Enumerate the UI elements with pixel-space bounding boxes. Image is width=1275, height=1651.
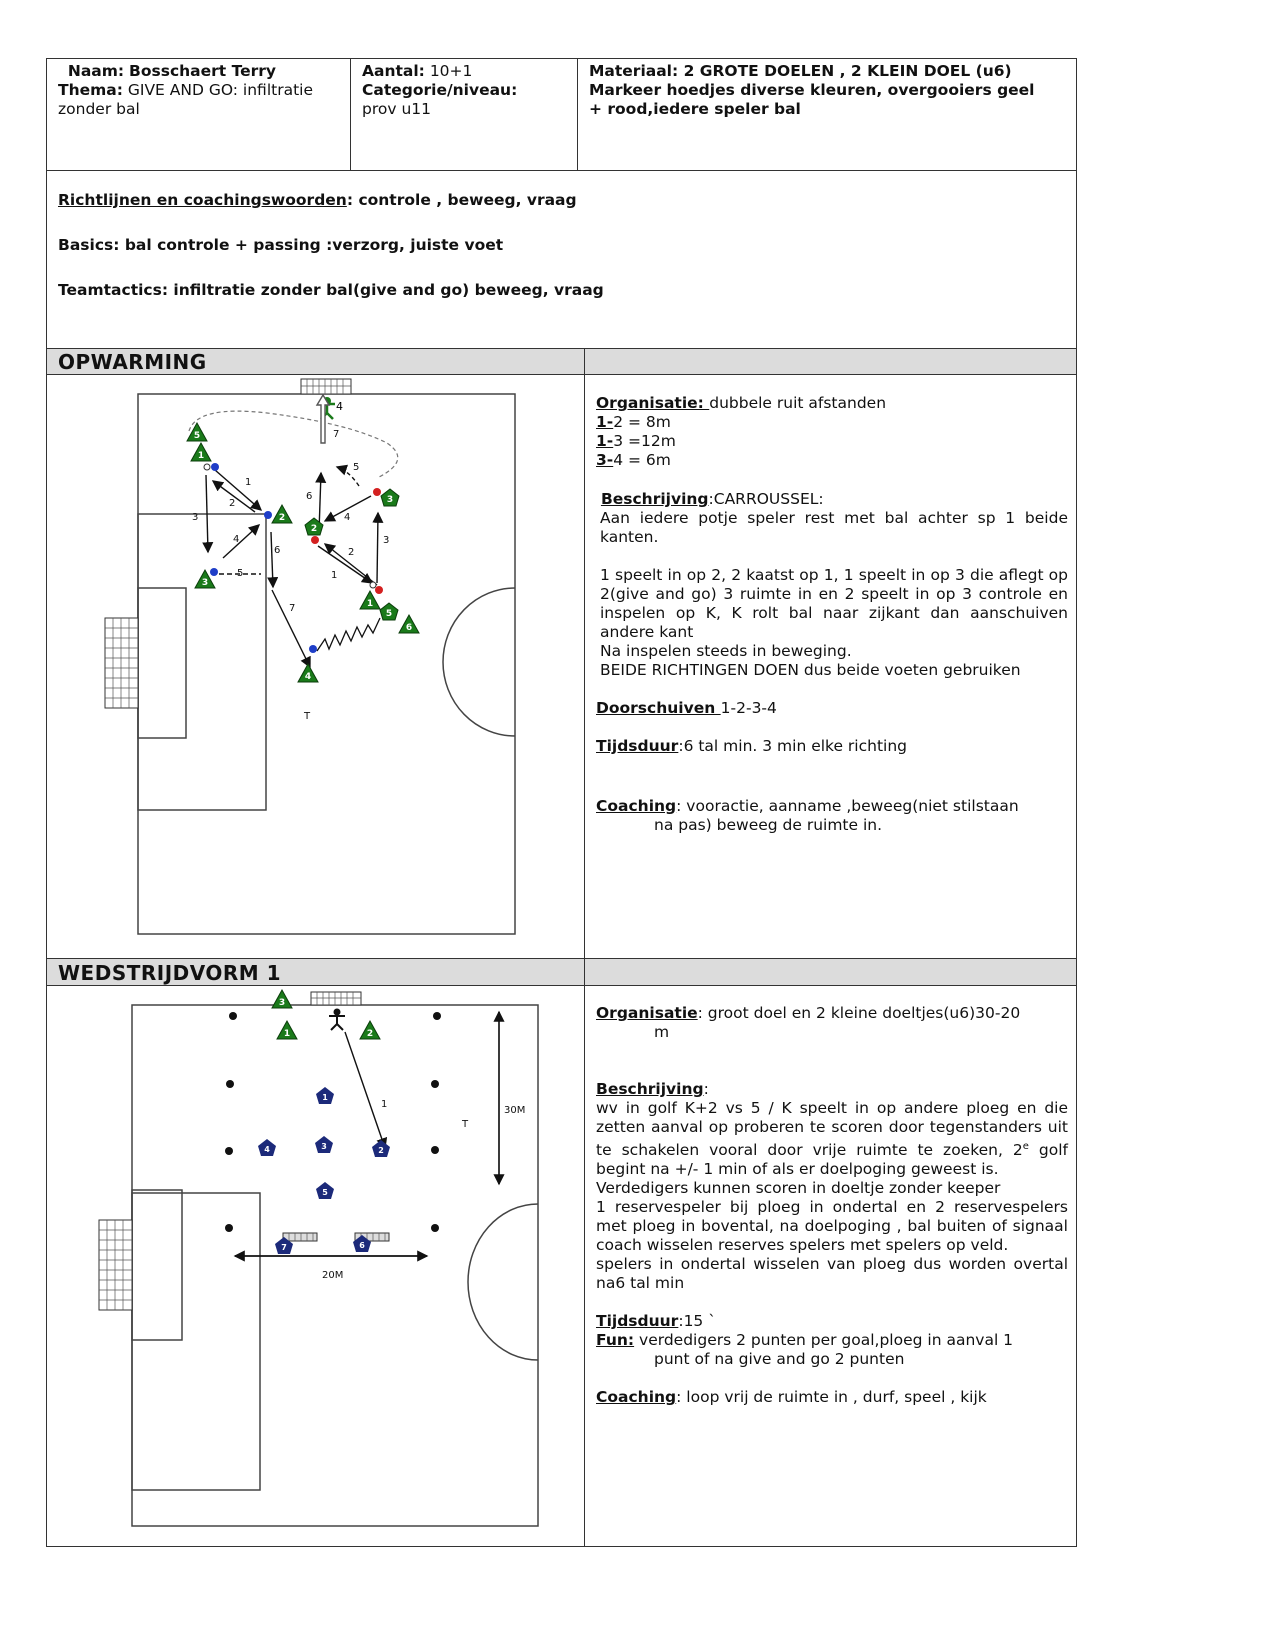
doorschuiven-value: 1-2-3-4 [720,699,777,717]
guidelines [58,191,1058,300]
blue-player-label: 7 [281,1243,287,1252]
tijdsduur-value: :15 ` [678,1312,716,1331]
thema-value: GIVE AND GO: infiltratie zonder bal [58,81,313,118]
goal-top [311,992,361,1005]
blue-player-label: 3 [321,1142,327,1151]
beschrijving-p2: 1 speelt in op 2, 2 kaatst op 1, 1 speelt in op 3 die aflegt op 2(give and go) 3 ruimte in en 2 speelt in op 3 controle en inspelen op K, K rolt bal naar zijkant dan aanschuiven andere kant [600,566,1068,641]
afstand-key: 3- [596,451,614,469]
afstand-value: 4 = 6m [613,451,671,469]
fun-value-2: punt of na give and go 2 punten [654,1350,905,1369]
pass-number-label: 1 [381,1099,388,1110]
svg-text:7: 7 [289,603,296,614]
opwarming-title: OPWARMING [58,350,207,374]
svg-text:6: 6 [405,623,413,633]
tijdsduur-value: :6 tal min. 3 min elke richting [678,737,907,755]
blue-player-label: 6 [359,1241,365,1250]
opwarming-diagram [47,375,584,958]
organisatie-value: dubbele ruit afstanden [709,394,887,412]
pitch-lines [132,1005,538,1526]
beschrijving-label: Beschrijving [596,1080,704,1098]
svg-text:7: 7 [333,429,340,440]
basics-line: Basics: bal controle + passing :verzorg, juiste voet [58,236,504,254]
svg-text:4: 4 [344,512,351,523]
materiaal-line-3: + rood,iedere speler bal [589,100,801,118]
naam-value: Bosschaert Terry [129,62,277,80]
svg-text:1: 1 [245,477,252,488]
coaching-value: : loop vrij de ruimte in , durf, speel , kijk [676,1388,987,1407]
categorie-value: prov u11 [362,100,432,118]
svg-text:1: 1 [331,570,338,581]
richtlijnen-label: Richtlijnen en coachingswoorden [58,191,347,209]
blue-player-label: 4 [264,1145,270,1154]
balls [201,463,383,653]
materiaal-line-1: Materiaal: 2 GROTE DOELEN , 2 KLEIN DOEL (u6) [589,62,1012,80]
pass-arrows [206,395,380,667]
cone-markers [187,423,419,682]
wedstrijdvorm-title: WEDSTRIJDVORM 1 [58,961,282,985]
naam-label: Naam: [67,62,125,80]
tijdsduur-label: Tijdsduur [596,1312,679,1331]
afstand-key: 1- [596,413,614,431]
svg-text:5: 5 [237,568,244,579]
wedstrijdvorm-header-cell-right [585,959,1076,985]
svg-text:1: 1 [197,451,205,461]
afstand-value: 2 = 8m [613,413,671,431]
organisatie-value: : groot doel en 2 kleine doeltjes(u6)30-20 [697,1004,1021,1022]
svg-text:3: 3 [386,495,394,505]
labels [322,1099,525,1281]
beschrijving-value: :CARROUSSEL: [708,490,824,508]
svg-text:1: 1 [366,599,374,609]
header-materiaal [589,62,1074,119]
svg-text:3: 3 [383,535,390,546]
beschrijving-sup: e [1022,1141,1029,1152]
afstand-value: 3 =12m [613,432,676,450]
dashed-run [189,411,398,477]
svg-text:6: 6 [306,491,313,502]
arrows [235,1012,499,1256]
beschrijving-p2: Verdedigers kunnen scoren in doeltje zonder keeper [596,1179,1001,1198]
green-cone-label: 1 [283,1029,291,1039]
opwarming-text [596,394,1068,835]
beschrijving-colon: : [703,1080,709,1098]
organisatie-label: Organisatie: [596,394,710,412]
goal-left [105,618,138,708]
keeper-figure [329,1009,345,1031]
beschrijving-p1b: golf begint na +/- 1 min of als er doelpoging geweest is. [596,1141,1068,1179]
afstand-key: 1- [596,432,614,450]
svg-text:3: 3 [192,512,199,523]
pitch-lines [138,394,515,934]
teamtactics-line: Teamtactics: infiltratie zonder bal(give and go) beweeg, vraag [58,281,604,299]
materiaal-line-2: Markeer hoedjes diverse kleuren, overgooiers geel [589,81,1035,99]
beschrijving-p3: Na inspelen steeds in beweging. [600,642,852,660]
blue-pentagons [258,1087,390,1254]
header-naam-thema [58,62,343,119]
svg-text:2: 2 [229,498,236,509]
small-goals [283,1233,389,1241]
goal-top [301,379,351,394]
beschrijving-p4: spelers in ondertal wisselen van ploeg dus worden overtal na6 tal min [596,1255,1068,1293]
svg-text:3: 3 [201,578,209,588]
coaching-label: Coaching [596,797,677,815]
coaching-value-2: na pas) beweeg de ruimte in. [654,816,883,834]
svg-text:4: 4 [304,672,312,682]
organisatie-label: Organisatie [596,1004,698,1022]
coaching-label: Coaching [596,1388,677,1407]
beschrijving-p1: Aan iedere potje speler rest met bal achter sp 1 beide kanten. [600,509,1068,546]
thema-label: Thema: [58,81,123,99]
svg-text:6: 6 [274,545,281,556]
coaching-value: : vooractie, aanname ,beweeg(niet stilstaan [676,797,1019,815]
svg-text:2: 2 [348,547,355,558]
categorie-label: Categorie/niveau: [362,81,518,99]
blue-player-label: 5 [322,1188,328,1197]
svg-text:5: 5 [385,609,393,619]
richtlijnen-value: : controle , beweeg, vraag [346,191,577,209]
pass-numbers [192,429,389,722]
green-cone-label: 2 [366,1029,374,1039]
goal-left [99,1220,132,1310]
trainer-mark: T [462,1119,469,1130]
aantal-value: 10+1 [429,62,473,80]
blue-player-label: 1 [322,1093,328,1102]
tijdsduur-label: Tijdsduur [596,737,679,755]
organisatie-value-2: m [654,1023,670,1041]
fun-value: verdedigers 2 punten per goal,ploeg in aanval 1 [634,1331,1014,1350]
keeper-label: 4 [336,400,343,413]
wedstrijdvorm-text [596,1004,1068,1407]
beschrijving-label: Beschrijving [600,490,709,508]
svg-text:5: 5 [193,431,201,441]
fun-label: Fun: [596,1331,635,1350]
opwarming-header-cell-right [585,349,1076,374]
svg-text:2: 2 [278,513,286,523]
dimension-20m: 20M [322,1270,344,1281]
trainer-mark: T [304,711,311,722]
aantal-label: Aantal: [362,62,425,80]
green-cone-label: 3 [278,998,286,1008]
svg-text:4: 4 [233,534,240,545]
beschrijving-p1a: wv in golf K+2 vs 5 / K speelt in op andere ploeg en die zetten aanval op proberen te scoren door tegenstanders uit te schakelen vooral door vrije ruimte te zoeken, 2 [596,1099,1068,1160]
blue-player-label: 2 [378,1146,384,1155]
beschrijving-p4: BEIDE RICHTINGEN DOEN dus beide voeten gebruiken [600,661,1021,679]
svg-text:5: 5 [353,462,360,473]
marker-dots [225,1012,441,1232]
svg-text:2: 2 [310,524,318,534]
doorschuiven-label: Doorschuiven [596,699,721,717]
header-aantal-categorie [362,62,572,119]
dimension-30m: 30M [504,1105,526,1116]
beschrijving-p3: 1 reservespeler bij ploeg in ondertal en 2 reservespelers met ploeg in bovental, na doelpoging , bal buiten of signaal coach wisselen reserves spelers met spelers op veld. [596,1198,1068,1255]
wedstrijdvorm-diagram [47,986,584,1546]
